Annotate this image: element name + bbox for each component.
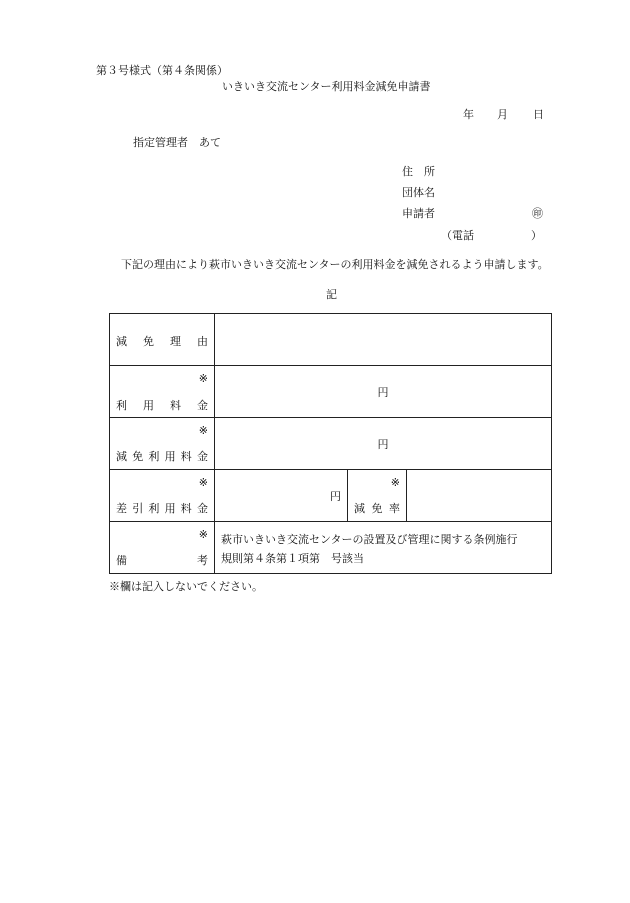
net-fee-row <box>110 470 552 522</box>
seal-mark: ㊞ <box>532 207 543 220</box>
date-day: 日 <box>533 108 544 121</box>
reduced-fee-label-char: 利 <box>148 450 160 463</box>
reason-label-cell <box>110 314 215 366</box>
reduced-fee-label-char: 金 <box>196 450 208 463</box>
remarks-value-cell <box>215 522 552 574</box>
net-fee-label-char: 引 <box>132 502 144 515</box>
reduced-fee-label-char: 用 <box>164 450 176 463</box>
phone-open: （電話 <box>441 229 474 242</box>
net-fee-value-cell[interactable] <box>215 470 348 522</box>
addressee: 指定管理者 あて <box>133 136 221 149</box>
net-fee-label-char: 差 <box>116 502 127 515</box>
net-fee-label-cell <box>110 470 215 522</box>
fee-label-char: 利 <box>116 399 127 412</box>
rate-label-cell <box>348 470 407 522</box>
reason-value-cell[interactable] <box>215 314 552 366</box>
reason-row <box>110 314 552 366</box>
remarks-line-1: 萩市いきいき交流センターの設置及び管理に関する条例施行 <box>221 533 518 546</box>
reason-label-char: 免 <box>143 335 154 348</box>
reduced-fee-label-char: 免 <box>132 450 144 463</box>
ki-label: 記 <box>326 288 337 301</box>
remarks-line-2: 規則第４条第１項第 号該当 <box>221 552 364 565</box>
reason-label-char: 減 <box>116 335 127 348</box>
yen-unit: 円 <box>330 489 341 503</box>
form-number: 第３号様式（第４条関係） <box>96 64 228 77</box>
rate-label-char: 免 <box>371 502 383 515</box>
footnote: ※欄は記入しないでください。 <box>109 580 263 593</box>
reduced-fee-label-char: 減 <box>116 450 127 463</box>
applicant-address-label: 住 所 <box>402 165 435 178</box>
applicant-name-label: 申請者 <box>402 207 435 220</box>
fee-label-char: 金 <box>197 399 208 412</box>
rate-value-cell[interactable] <box>407 470 552 522</box>
fee-value-cell[interactable] <box>215 366 552 418</box>
reduced-fee-row <box>110 418 552 470</box>
body-text: 下記の理由により萩市いきいき交流センターの利用料金を減免されるよう申請します。 <box>121 258 549 271</box>
form-title: いきいき交流センター利用料金減免申請書 <box>222 80 431 93</box>
phone-close: ） <box>531 229 542 242</box>
reason-label-char: 理 <box>170 335 181 348</box>
reduced-fee-label-cell <box>110 418 215 470</box>
remarks-label-char: 備 <box>116 554 127 567</box>
fee-label-char: 用 <box>143 399 154 412</box>
rate-label-char: 率 <box>389 502 400 515</box>
yen-unit: 円 <box>377 437 389 451</box>
remarks-label-cell <box>110 522 215 574</box>
net-fee-label-char: 金 <box>196 502 208 515</box>
applicant-group-label: 団体名 <box>402 186 435 199</box>
application-table <box>109 313 552 574</box>
yen-unit: 円 <box>377 385 389 399</box>
office-use-mark: ※ <box>390 476 400 489</box>
office-use-mark: ※ <box>198 424 208 437</box>
fee-label-char: 料 <box>170 399 181 412</box>
remarks-label-char: 考 <box>197 554 208 567</box>
reduced-fee-value-cell[interactable] <box>215 418 552 470</box>
reduced-fee-label-char: 料 <box>180 450 192 463</box>
remarks-row <box>110 522 552 574</box>
office-use-mark: ※ <box>198 528 208 541</box>
rate-label-char: 減 <box>354 502 365 515</box>
net-fee-label-char: 料 <box>180 502 192 515</box>
office-use-mark: ※ <box>198 476 208 489</box>
net-fee-label-char: 利 <box>148 502 160 515</box>
reason-label-char: 由 <box>197 335 208 348</box>
office-use-mark: ※ <box>198 372 208 385</box>
date-year: 年 <box>463 108 474 121</box>
fee-label-cell <box>110 366 215 418</box>
fee-row <box>110 366 552 418</box>
net-fee-label-char: 用 <box>164 502 176 515</box>
date-month: 月 <box>497 108 508 121</box>
